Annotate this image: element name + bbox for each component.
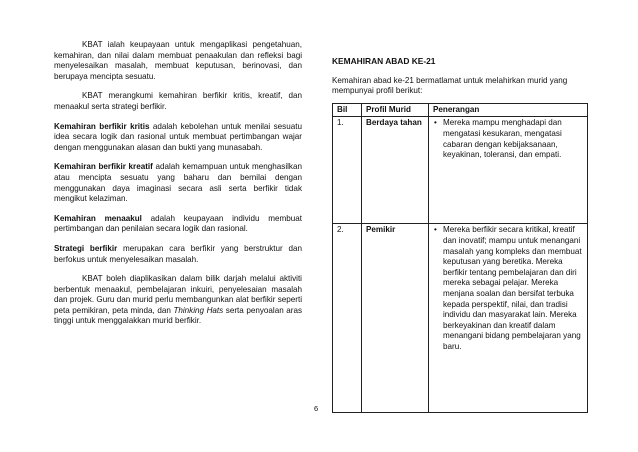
table-row [333,117,588,224]
page-number: 6 [314,404,319,413]
right-column [332,56,588,413]
profile-table [332,103,588,414]
bullet-icon: • [434,225,437,235]
term-reasoning: Kemahiran menaakul [54,213,142,223]
text-thinking-strategy: merupakan cara berfikir yang berstruktur dan berfokus untuk menyelesaikan masalah. [54,243,302,264]
row-number: 2. [333,224,362,413]
paragraph-reasoning [54,214,302,235]
header-bil: Bil [333,103,362,117]
text-creative-thinking: adalah kemampuan untuk menghasilkan atau mencipta sesuatu yang baharu dan bernilai dengan menggunakan daya imaginasi secara asli serta berfikir tidak mengikut kelaziman. [54,162,302,204]
bullet-icon: • [434,118,437,128]
paragraph-thinking-strategy [54,244,302,265]
description-text: Mereka mampu menghadapi dan mengatasi kesukaran, mengatasi cabaran dengan kebijaksanaan, keyakinan, toleransi, dan empati. [443,118,562,160]
row-number: 1. [333,117,362,224]
table-row [333,224,588,413]
row-profile: Berdaya tahan [362,117,429,224]
paragraph-kbat-scope: KBAT merangkumi kemahiran berfikir kritis, kreatif, dan menaakul serta strategi berfikir. [54,91,302,111]
row-description [429,117,588,224]
term-thinking-hats: Thinking Hats [173,305,224,315]
text-application-post: serta penyoalan aras tinggi untuk menggalakkan murid berfikir. [54,305,303,326]
row-profile: Pemikir [362,224,429,413]
section-heading: KEMAHIRAN ABAD KE-21 [332,56,436,66]
list-item [434,225,583,352]
term-creative-thinking: Kemahiran berfikir kreatif [54,162,153,172]
paragraph-creative-thinking [54,162,302,204]
term-thinking-strategy: Strategi berfikir [54,243,118,253]
description-text: Mereka berfikir secara kritikal, kreatif dan inovatif; mampu untuk menangani masalah yang kompleks dan membuat keputusan yang beretika. Mereka berfikir tentang pembelajaran dan diri mereka sebagai pelajar. Mereka menjana soalan dan bersifat terbuka kepada perspektif, nilai, dan tradisi individu dan masyarakat lain. Mereka berkeyakinan dan kreatif dalam menangani bidang pembelajaran yang baru. [443,225,582,351]
section-intro: Kemahiran abad ke-21 bermatlamat untuk melahirkan murid yang mempunyai profil berikut: [332,75,568,96]
header-profil: Profil Murid [362,103,429,117]
text-reasoning: adalah keupayaan individu membuat pertimbangan dan penilaian secara logik dan rasional. [54,213,302,234]
paragraph-kbat-definition: KBAT ialah keupayaan untuk mengaplikasi pengetahuan, kemahiran, dan nilai dalam membuat penaakulan dan refleksi bagi menyelesaikan masalah, membuat keputusan, berinovasi, dan berupaya mencipta sesuatu. [54,40,302,81]
left-column [54,40,302,336]
term-critical-thinking: Kemahiran berfikir kritis [54,121,150,131]
table-header-row [333,103,588,117]
paragraph-kbat-application [54,274,302,327]
row-description [429,224,588,413]
header-penerangan: Penerangan [429,103,588,117]
text-application-pre: KBAT boleh diaplikasikan dalam bilik darjah melalui aktiviti berbentuk menaakul, pembelajaran inkuiri, penyelesaian masalah dan projek. Guru dan murid perlu membangunkan alat berfikir seperti peta pemikiran, peta minda, dan [54,274,302,315]
text-critical-thinking: adalah kebolehan untuk menilai sesuatu idea secara logik dan rasional untuk membuat pertimbangan wajar dengan menggunakan alasan dan bukti yang munasabah. [54,121,302,152]
list-item [434,118,583,160]
paragraph-critical-thinking [54,122,302,154]
